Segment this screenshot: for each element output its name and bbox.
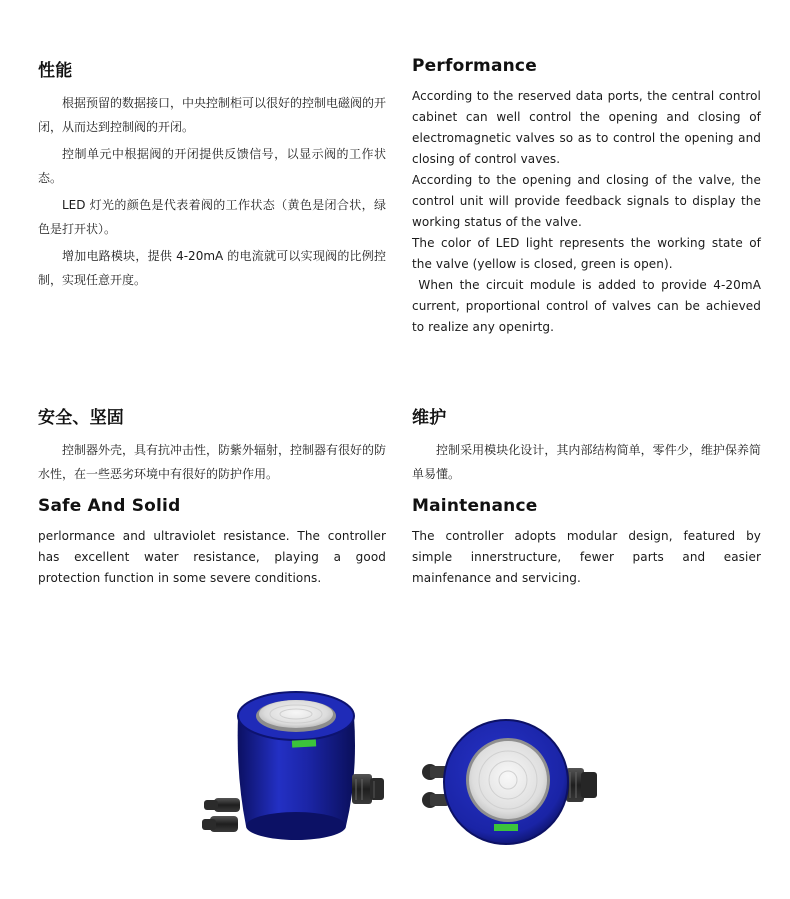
maint-cn-paragraph: 控制采用模块化设计，其内部结构简单，零件少，维护保养简单易懂。: [412, 443, 761, 481]
performance-cn-section: [38, 56, 386, 292]
performance-en-heading: Performance: [412, 56, 537, 76]
maint-cn-heading: 维护: [412, 408, 447, 428]
safe-cn-paragraph: 控制器外壳，具有抗冲击性，防紫外辐射，控制器有很好的防水性，在一些恶劣环境中有很好的防护作用。: [38, 443, 387, 481]
performance-en-paragraph: According to the opening and closing of the valve, the control unit will provide feedback signals to display the working status of the valve.: [412, 173, 761, 229]
performance-en-paragraph: When the circuit module is added to provide 4-20mA current, proportional control of valves can be achieved to realize any openirtg.: [412, 278, 765, 334]
safe-cn-heading: 安全、坚固: [38, 408, 124, 428]
performance-cn-paragraph: 控制单元中根据阀的开闭提供反馈信号，以显示阀的工作状态。: [38, 147, 386, 185]
safe-cn-section: [38, 403, 386, 486]
maint-en-paragraph: The controller adopts modular design, featured by simple innerstructure, fewer parts and easier mainfenance and servicing.: [412, 529, 761, 585]
maint-en-heading: Maintenance: [412, 496, 538, 516]
performance-cn-paragraph: 增加电路模块，提供 4-20mA 的电流就可以实现阀的比例控制，实现任意开度。: [38, 249, 386, 287]
performance-en-paragraph: According to the reserved data ports, the central control cabinet can well control the opening and closing of electromagnetic valves so as to control the opening and closing of control vaves.: [412, 89, 761, 166]
maint-en-section: [412, 496, 761, 589]
performance-en-section: [412, 56, 765, 338]
safe-en-paragraph: perlormance and ultraviolet resistance. The controller has excellent water resistance, playing a good protection function in some severe conditions.: [38, 529, 386, 585]
performance-cn-paragraph: LED 灯光的颜色是代表着阀的工作状态（黄色是闭合状，绿色是打开状）。: [38, 198, 386, 236]
performance-cn-heading: 性能: [38, 61, 73, 81]
maint-cn-section: [412, 403, 761, 486]
performance-cn-paragraph: 根据预留的数据接口，中央控制柜可以很好的控制电磁阀的开闭，从而达到控制阀的开闭。: [38, 96, 387, 134]
safe-en-section: [38, 496, 386, 589]
controller-side-view-image: [196, 686, 396, 858]
controller-top-view-image: [418, 712, 610, 850]
safe-en-heading: Safe And Solid: [38, 496, 181, 516]
performance-en-paragraph: The color of LED light represents the working state of the valve (yellow is closed, green is open).: [412, 236, 761, 271]
